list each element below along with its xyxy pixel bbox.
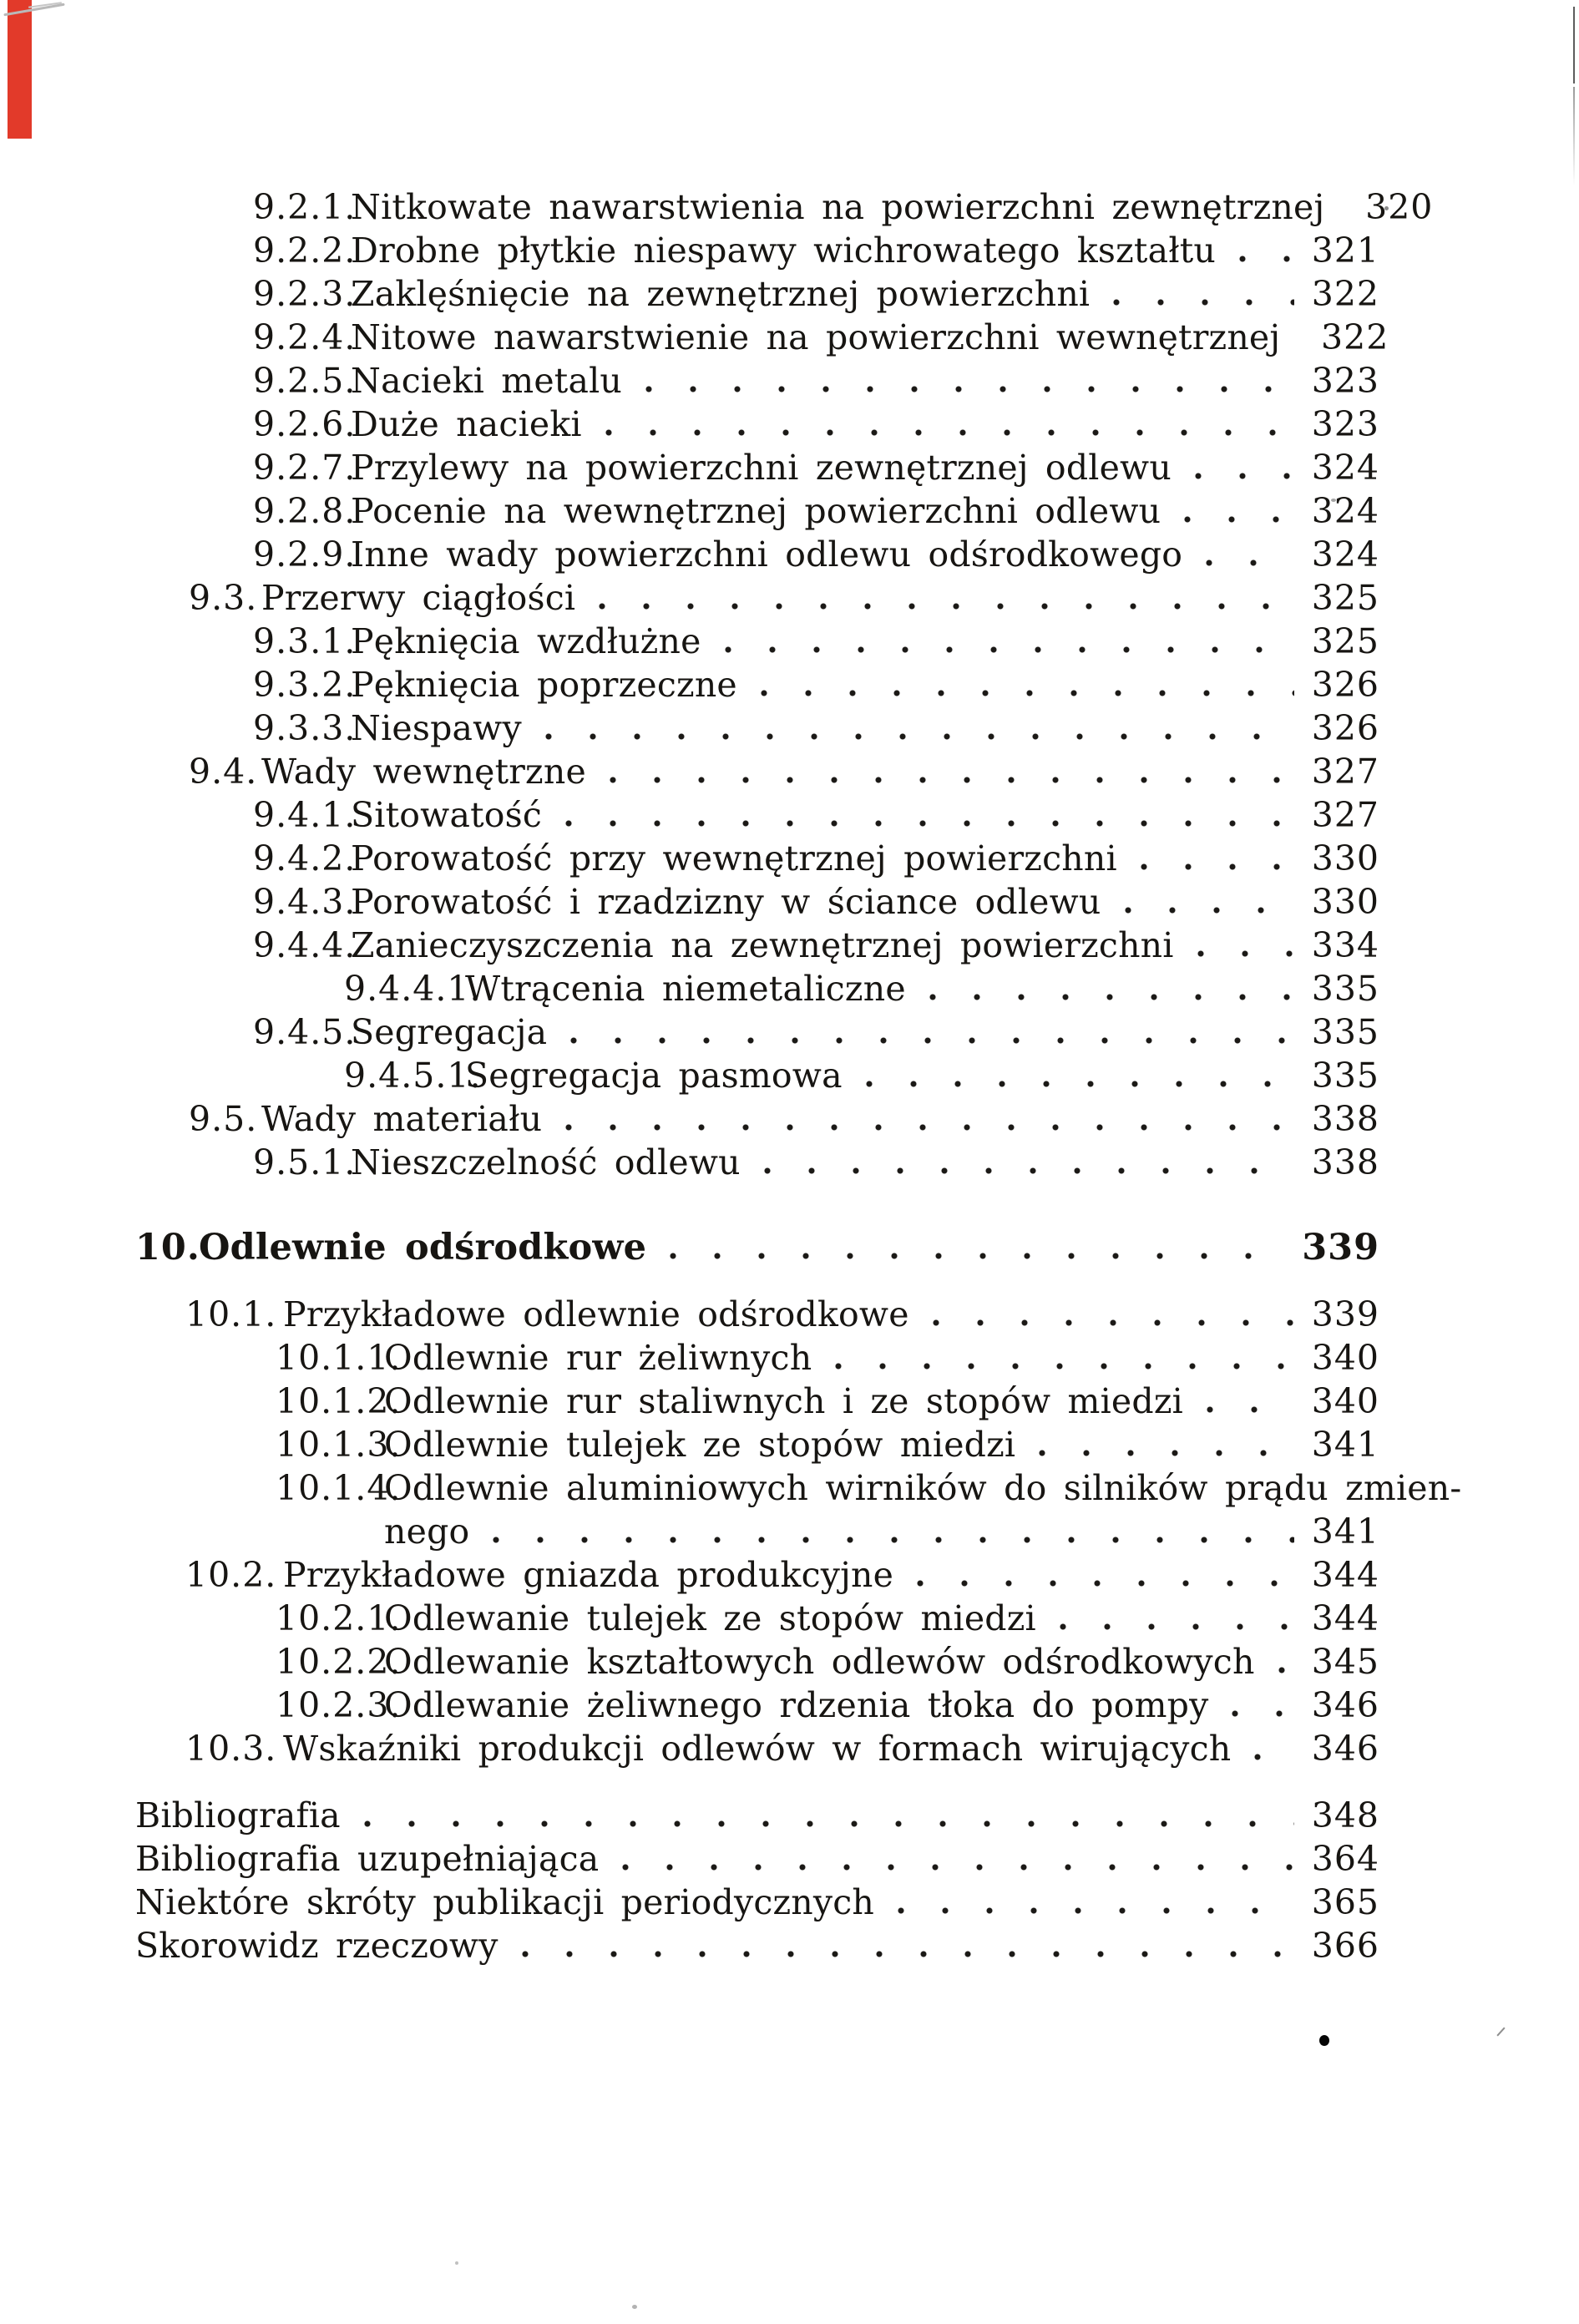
dot-leader xyxy=(725,646,1294,653)
toc-entry-number: 9.2.6. xyxy=(253,404,357,444)
scan-speck xyxy=(455,2261,458,2265)
toc-entry-label: Odlewnie odśrodkowe xyxy=(199,1227,647,1268)
toc-entry-number: 9.2.4. xyxy=(253,317,357,357)
toc-entry-label: Zaklęśnięcie na zewnętrznej powierzchni xyxy=(351,274,1091,314)
toc-entry-page: 324 xyxy=(1311,491,1379,531)
toc-entry-page: 330 xyxy=(1311,882,1379,922)
toc-entry-page: 322 xyxy=(1311,274,1379,314)
toc-entry-label: Odlewanie tulejek ze stopów miedzi xyxy=(384,1598,1036,1638)
dot-leader xyxy=(565,1124,1294,1131)
toc-entry-page: 338 xyxy=(1311,1142,1379,1182)
toc-entry-page: 344 xyxy=(1311,1598,1379,1638)
toc-entry-page: 324 xyxy=(1311,534,1379,575)
toc-entry-page: 335 xyxy=(1311,969,1379,1009)
toc-entry-page: 340 xyxy=(1311,1338,1379,1378)
toc-row xyxy=(0,924,1379,967)
toc-entry-label: Przylewy na powierzchni zewnętrznej odlewu xyxy=(351,448,1172,488)
toc-entry-page: 330 xyxy=(1311,838,1379,878)
toc-entry-page: 327 xyxy=(1311,752,1379,792)
toc-entry-page: 341 xyxy=(1311,1425,1379,1465)
toc-row xyxy=(0,1794,1379,1837)
toc-entry-label: Skorowidz rzeczowy xyxy=(135,1926,498,1966)
dot-leader xyxy=(570,1037,1294,1044)
dot-leader xyxy=(670,1253,1287,1259)
toc-row xyxy=(0,1380,1379,1423)
toc-entry-page: 365 xyxy=(1311,1882,1379,1922)
toc-entry-page: 335 xyxy=(1311,1056,1379,1096)
dot-leader xyxy=(1141,863,1294,870)
dot-leader xyxy=(1207,1406,1294,1413)
toc-entry-number: 10.1. xyxy=(185,1294,277,1334)
dot-leader xyxy=(898,1907,1294,1914)
toc-entry-page: 325 xyxy=(1311,621,1379,661)
toc-entry-label: Wskaźniki produkcji odlewów w formach wirujących xyxy=(283,1729,1232,1769)
toc-entry-label: Przykładowe gniazda produkcyjne xyxy=(283,1555,894,1595)
toc-entry-label: Przerwy ciągłości xyxy=(261,578,576,618)
toc-entry-label: Wtrącenia niemetaliczne xyxy=(465,969,906,1009)
toc-row xyxy=(0,1097,1379,1141)
toc-row xyxy=(0,403,1379,446)
toc-row xyxy=(0,1010,1379,1054)
toc-entry-number: 9.5. xyxy=(189,1099,258,1139)
toc-entry-number: 9.4.2. xyxy=(253,838,357,878)
dot-leader xyxy=(835,1363,1294,1370)
toc-entry-label: Odlewanie kształtowych odlewów odśrodkowych xyxy=(384,1642,1255,1682)
dot-leader xyxy=(764,1167,1294,1174)
toc-row xyxy=(0,272,1379,316)
toc-entry-label: Pocenie na wewnętrznej powierzchni odlewu xyxy=(351,491,1161,531)
dot-leader xyxy=(1039,1450,1294,1456)
toc-entry-label: Porowatość i rzadzizny w ściance odlewu xyxy=(351,882,1101,922)
toc-entry-page: 327 xyxy=(1311,795,1379,835)
toc-entry-number: 9.5.1. xyxy=(253,1142,357,1182)
toc-row xyxy=(0,1553,1379,1597)
toc-row xyxy=(0,793,1379,837)
toc-row xyxy=(0,576,1379,620)
dot-leader xyxy=(1195,473,1294,479)
toc-row xyxy=(0,489,1379,533)
dot-leader xyxy=(929,994,1294,1000)
toc-entry-label: Segregacja xyxy=(351,1012,548,1052)
toc-row xyxy=(0,663,1379,706)
toc-entry-number: 10.1.3. xyxy=(276,1425,402,1465)
dot-leader xyxy=(1278,1667,1294,1673)
toc-row xyxy=(0,446,1379,489)
toc-entry-label: Niektóre skróty publikacji periodycznych xyxy=(135,1882,875,1922)
toc-entry-page: 335 xyxy=(1311,1012,1379,1052)
toc-row xyxy=(0,185,1434,229)
dot-leader xyxy=(522,1951,1294,1957)
toc-row xyxy=(0,837,1379,880)
toc-row xyxy=(0,1510,1379,1553)
toc-entry-label: Zanieczyszczenia na zewnętrznej powierzchni xyxy=(351,925,1174,965)
red-margin-mark xyxy=(8,0,32,139)
toc-entry-number: 9.3. xyxy=(189,578,258,618)
scan-edge-line xyxy=(1573,87,1575,185)
toc-row xyxy=(0,533,1379,576)
toc-row xyxy=(0,620,1379,663)
toc-entry-page: 348 xyxy=(1311,1795,1379,1835)
table-of-contents xyxy=(0,185,1462,1967)
toc-entry-number: 9.3.2. xyxy=(253,665,357,705)
toc-entry-number: 10.1.4. xyxy=(276,1468,402,1508)
toc-entry-label: Inne wady powierzchni odlewu odśrodkowego xyxy=(351,534,1183,575)
toc-entry-number: 10.2.3. xyxy=(276,1685,402,1725)
toc-entry-label: Pęknięcia poprzeczne xyxy=(351,665,737,705)
toc-entry-number: 10.1.2. xyxy=(276,1381,402,1421)
toc-entry-number: 9.4.1. xyxy=(253,795,357,835)
dot-leader xyxy=(1239,256,1294,262)
toc-entry-page: 339 xyxy=(1302,1227,1379,1268)
scan-speck xyxy=(1496,2028,1505,2037)
toc-entry-number: 9.2.2. xyxy=(253,230,357,271)
dot-leader xyxy=(622,1864,1294,1871)
toc-entry-number: 9.2.9. xyxy=(253,534,357,575)
toc-row xyxy=(0,1226,1379,1269)
toc-entry-label: Nitowe nawarstwienie na powierzchni wewnętrznej xyxy=(351,317,1281,357)
toc-entry-page: 338 xyxy=(1311,1099,1379,1139)
toc-row xyxy=(0,1924,1379,1967)
toc-row xyxy=(0,1141,1379,1184)
toc-entry-number: 10.3. xyxy=(185,1729,277,1769)
dot-leader xyxy=(493,1537,1294,1543)
toc-entry-number: 9.4.5. xyxy=(253,1012,357,1052)
toc-entry-page: 323 xyxy=(1311,404,1379,444)
dot-leader xyxy=(1197,950,1294,957)
toc-entry-page: 321 xyxy=(1311,230,1379,271)
toc-entry-page: 364 xyxy=(1311,1839,1379,1879)
toc-row xyxy=(0,1423,1379,1466)
toc-entry-label: Segregacja pasmowa xyxy=(465,1056,843,1096)
toc-entry-page: 325 xyxy=(1311,578,1379,618)
toc-entry-page: 324 xyxy=(1311,448,1379,488)
toc-entry-number: 10.2. xyxy=(185,1555,277,1595)
toc-entry-label: Porowatość przy wewnętrznej powierzchni xyxy=(351,838,1117,878)
toc-entry-number: 9.4. xyxy=(189,752,258,792)
toc-entry-label: Bibliografia uzupełniająca xyxy=(135,1839,600,1879)
toc-row xyxy=(0,1640,1379,1684)
dot-leader xyxy=(364,1820,1294,1827)
ink-dot xyxy=(1319,2035,1329,2046)
toc-entry-number: 9.2.1. xyxy=(253,187,357,227)
dot-leader xyxy=(545,733,1294,740)
dot-leader xyxy=(761,690,1294,696)
toc-entry-label: Odlewnie rur żeliwnych xyxy=(384,1338,812,1378)
toc-entry-label: Duże nacieki xyxy=(351,404,582,444)
dot-leader xyxy=(933,1319,1294,1326)
toc-row xyxy=(0,1881,1379,1924)
toc-entry-page: 334 xyxy=(1311,925,1379,965)
toc-entry-page: 345 xyxy=(1311,1642,1379,1682)
toc-entry-label: Odlewnie rur staliwnych i ze stopów miedzi xyxy=(384,1381,1183,1421)
toc-entry-number: 9.4.4.1. xyxy=(344,969,482,1009)
toc-entry-page: 339 xyxy=(1311,1294,1379,1334)
toc-entry-page: 326 xyxy=(1311,708,1379,748)
dot-leader xyxy=(1206,559,1294,566)
toc-row xyxy=(0,1837,1379,1881)
dot-leader xyxy=(1184,516,1294,523)
toc-row xyxy=(0,880,1379,924)
toc-row xyxy=(0,1684,1379,1727)
toc-entry-label: Bibliografia xyxy=(135,1795,341,1835)
toc-entry-page: 344 xyxy=(1311,1555,1379,1595)
toc-row xyxy=(0,967,1379,1010)
toc-entry-page: 326 xyxy=(1311,665,1379,705)
scan-edge-line xyxy=(1573,7,1575,84)
toc-entry-label: Sitowatość xyxy=(351,795,543,835)
dot-leader xyxy=(565,820,1294,827)
toc-entry-number: 10.2.2. xyxy=(276,1642,402,1682)
toc-entry-page: 323 xyxy=(1311,361,1379,401)
dot-leader xyxy=(1125,907,1294,914)
toc-row xyxy=(0,1336,1379,1380)
dot-leader xyxy=(605,429,1294,436)
dot-leader xyxy=(1232,1710,1294,1717)
toc-entry-number: 9.4.4. xyxy=(253,925,357,965)
dot-leader xyxy=(610,777,1294,783)
toc-entry-label: Nitkowate nawarstwienia na powierzchni zewnętrznej xyxy=(351,187,1325,227)
toc-entry-page: 346 xyxy=(1311,1685,1379,1725)
toc-entry-page: 322 xyxy=(1321,317,1389,357)
toc-row xyxy=(0,229,1379,272)
toc-entry-label: Nieszczelność odlewu xyxy=(351,1142,741,1182)
toc-entry-number: 9.2.7. xyxy=(253,448,357,488)
toc-entry-number: 9.4.5.1. xyxy=(344,1056,482,1096)
toc-entry-label: Przykładowe odlewnie odśrodkowe xyxy=(283,1294,909,1334)
toc-entry-label: Pęknięcia wzdłużne xyxy=(351,621,701,661)
toc-entry-number: 9.2.8. xyxy=(253,491,357,531)
toc-entry-number: 9.3.1. xyxy=(253,621,357,661)
toc-row xyxy=(0,359,1379,403)
toc-entry-number: 10. xyxy=(135,1227,200,1268)
toc-entry-label: nego xyxy=(384,1511,470,1552)
toc-row xyxy=(0,1597,1379,1640)
toc-entry-label: Niespawy xyxy=(351,708,522,748)
toc-entry-page: 366 xyxy=(1311,1926,1379,1966)
toc-row xyxy=(0,316,1389,359)
toc-entry-number: 9.4.3. xyxy=(253,882,357,922)
toc-entry-label: Nacieki metalu xyxy=(351,361,623,401)
dot-leader xyxy=(1254,1754,1294,1760)
toc-row xyxy=(0,1466,1462,1510)
dot-leader xyxy=(1113,299,1294,306)
toc-entry-page: 346 xyxy=(1311,1729,1379,1769)
toc-entry-label: Drobne płytkie niespawy wichrowatego kształtu xyxy=(351,230,1217,271)
toc-entry-number: 9.2.5. xyxy=(253,361,357,401)
toc-entry-number: 10.1.1. xyxy=(276,1338,402,1378)
toc-entry-label: Odlewanie żeliwnego rdzenia tłoka do pompy xyxy=(384,1685,1209,1725)
dot-leader xyxy=(917,1580,1294,1587)
toc-entry-label: Wady materiału xyxy=(261,1099,543,1139)
toc-row xyxy=(0,750,1379,793)
toc-row xyxy=(0,706,1379,750)
scan-speck xyxy=(632,2305,637,2309)
toc-entry-number: 9.3.3. xyxy=(253,708,357,748)
dot-leader xyxy=(599,603,1294,610)
toc-entry-page: 320 xyxy=(1365,187,1434,227)
toc-row xyxy=(0,1727,1379,1770)
toc-row xyxy=(0,1293,1379,1336)
toc-entry-number: 9.2.3. xyxy=(253,274,357,314)
toc-row xyxy=(0,1054,1379,1097)
toc-entry-label: Odlewnie aluminiowych wirników do silników prądu zmien- xyxy=(384,1468,1462,1508)
dot-leader xyxy=(866,1081,1294,1087)
toc-entry-page: 340 xyxy=(1311,1381,1379,1421)
toc-entry-number: 10.2.1. xyxy=(276,1598,402,1638)
dot-leader xyxy=(645,386,1294,392)
toc-entry-label: Wady wewnętrzne xyxy=(261,752,586,792)
toc-entry-label: Odlewnie tulejek ze stopów miedzi xyxy=(384,1425,1016,1465)
dot-leader xyxy=(1060,1623,1294,1630)
toc-entry-page: 341 xyxy=(1311,1511,1379,1552)
